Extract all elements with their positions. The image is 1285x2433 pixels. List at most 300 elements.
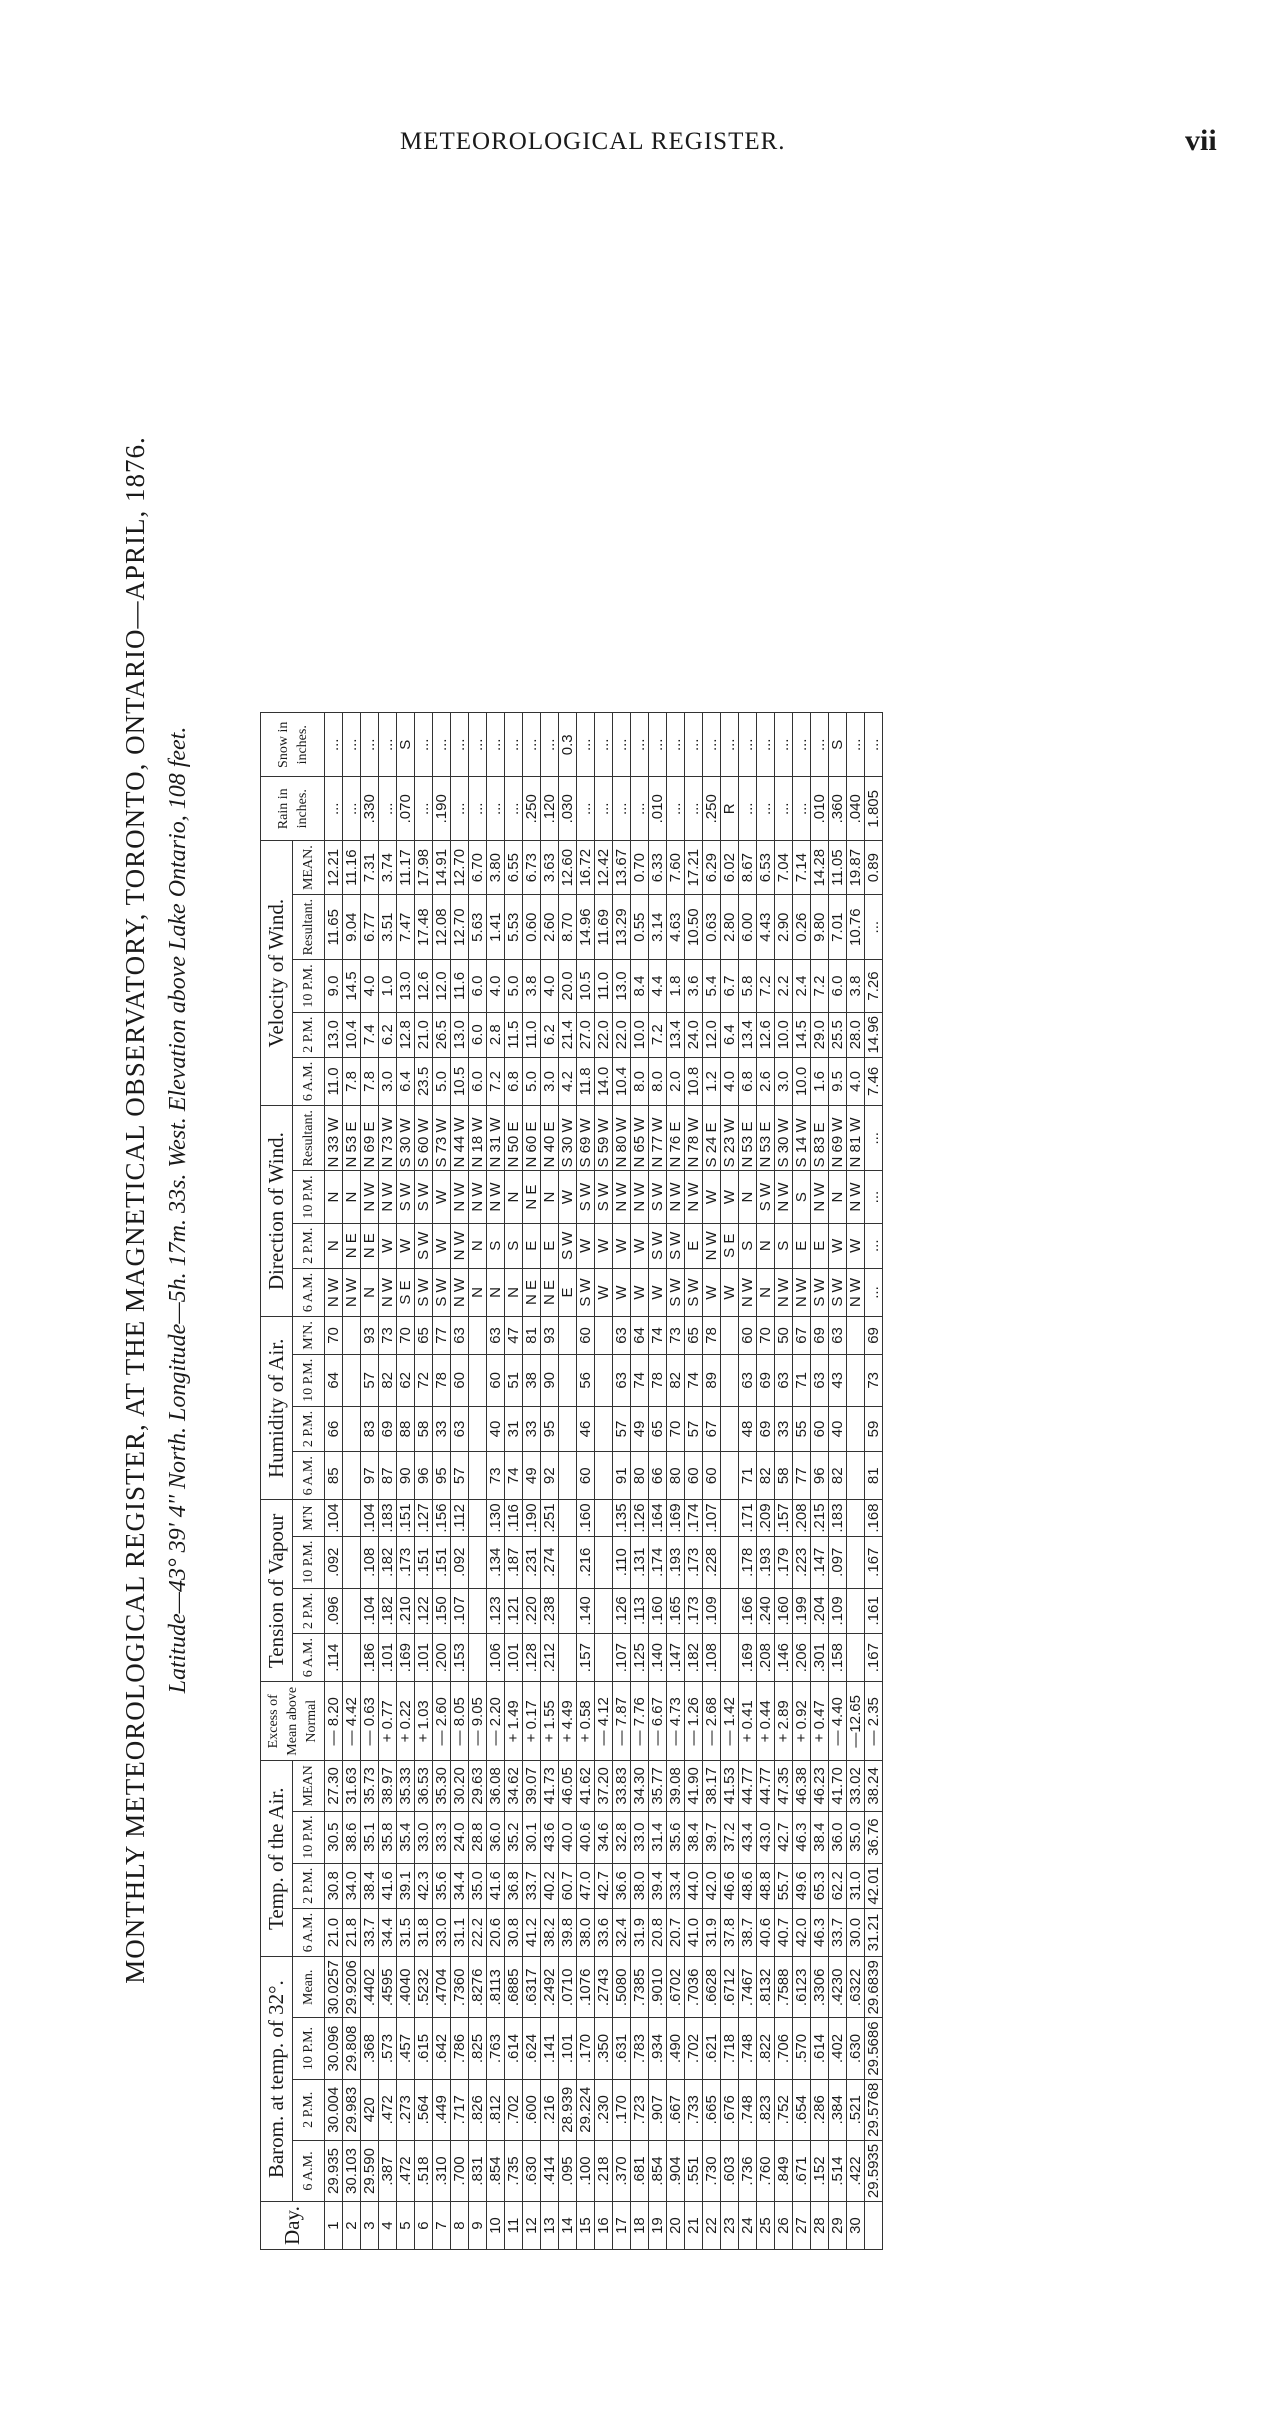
temp-10pm-cell: 40.0 xyxy=(559,1811,577,1863)
humidity-10pm-cell: 60 xyxy=(487,1354,505,1406)
humidity-6am-cell: 66 xyxy=(649,1452,667,1500)
velocity-resultant-cell: 5.53 xyxy=(505,895,523,960)
humidity-6am-cell: 91 xyxy=(613,1452,631,1500)
table-row xyxy=(415,713,433,2250)
barom-6am-cell: .370 xyxy=(613,2140,631,2201)
temp-10pm-cell: 35.2 xyxy=(505,1811,523,1863)
humidity-2pm-cell: 63 xyxy=(451,1406,469,1451)
velocity-2pm-cell: 13.4 xyxy=(739,1012,757,1057)
totals-row xyxy=(865,713,883,2250)
velocity-10pm-cell: 3.6 xyxy=(685,960,703,1012)
direction-10pm-total-cell: ... xyxy=(865,1171,883,1223)
humidity-mean-cell: 81 xyxy=(523,1317,541,1355)
excess-cell: + 2.89 xyxy=(775,1682,793,1761)
velocity-10pm-cell: 11.0 xyxy=(595,960,613,1012)
velocity-6am-cell: 7.8 xyxy=(361,1057,379,1105)
barom-2pm-cell: .384 xyxy=(829,2079,847,2140)
snow-cell: ... xyxy=(595,713,613,777)
barom-6am-cell: .152 xyxy=(811,2140,829,2201)
barom-6am-cell: .849 xyxy=(775,2140,793,2201)
temp-2pm-cell: 41.6 xyxy=(379,1863,397,1908)
direction-6am-cell: S W xyxy=(829,1268,847,1316)
direction-2pm-cell: N xyxy=(469,1223,487,1268)
direction-resultant-cell: N 44 W xyxy=(451,1106,469,1171)
tension-mean-cell: .160 xyxy=(577,1500,595,1536)
barom-mean-cell: .6317 xyxy=(523,1957,541,2018)
humidity-10pm-total-cell: 73 xyxy=(865,1354,883,1406)
velocity-6am-cell: 11.0 xyxy=(325,1057,343,1105)
tension-10pm-cell: .092 xyxy=(325,1536,343,1588)
velocity-resultant-cell: 9.04 xyxy=(343,895,361,960)
direction-2pm-cell: W xyxy=(433,1223,451,1268)
tension-2pm-cell: .220 xyxy=(523,1588,541,1633)
humidity-6am-cell: 85 xyxy=(325,1452,343,1500)
humidity-2pm-total-cell: 59 xyxy=(865,1406,883,1451)
velocity-mean-cell: 13.67 xyxy=(613,841,631,895)
barom-2pm-cell: .654 xyxy=(793,2079,811,2140)
direction-10pm-cell: N xyxy=(829,1171,847,1223)
temp-6am-cell: 33.0 xyxy=(433,1908,451,1956)
temp-6am-cell: 41.2 xyxy=(523,1908,541,1956)
wind-direction-header: Direction of Wind. xyxy=(261,1106,293,1317)
velocity-2pm-total-cell: 14.96 xyxy=(865,1012,883,1057)
humidity-6am-cell: 60 xyxy=(685,1452,703,1500)
velocity-mean-header: MEAN. xyxy=(293,841,325,895)
humidity-6am-cell xyxy=(469,1452,487,1500)
tension-10pm-cell xyxy=(469,1536,487,1588)
barom-10pm-cell: .170 xyxy=(577,2018,595,2079)
tension-6am-cell: .206 xyxy=(793,1633,811,1681)
barom-mean-cell: .6712 xyxy=(721,1957,739,2018)
temp-10pm-cell: 42.7 xyxy=(775,1811,793,1863)
velocity-10pm-cell: 5.8 xyxy=(739,960,757,1012)
temp-mean-cell: 36.08 xyxy=(487,1761,505,1811)
direction-2pm-cell: S W xyxy=(559,1223,577,1268)
humidity-10pm-cell: 62 xyxy=(397,1354,415,1406)
velocity-2pm-cell: 29.0 xyxy=(811,1012,829,1057)
tension-mean-cell: .157 xyxy=(775,1500,793,1536)
barom-2pm-cell: .748 xyxy=(739,2079,757,2140)
temp-6am-cell: 30.8 xyxy=(505,1908,523,1956)
temp-10pm-cell: 33.0 xyxy=(631,1811,649,1863)
temp-2pm-cell: 38.0 xyxy=(631,1863,649,1908)
temp-10pm-header: 10 P.M. xyxy=(293,1811,325,1863)
tension-10pm-cell: .228 xyxy=(703,1536,721,1588)
tension-2pm-cell: .173 xyxy=(685,1588,703,1633)
humidity-10pm-cell xyxy=(595,1354,613,1406)
direction-2pm-cell: W xyxy=(397,1223,415,1268)
humidity-10pm-cell: 78 xyxy=(433,1354,451,1406)
velocity-6am-cell: 6.8 xyxy=(739,1057,757,1105)
velocity-mean-cell: 11.05 xyxy=(829,841,847,895)
tension-10pm-total-cell: .167 xyxy=(865,1536,883,1588)
humidity-mean-cell: 50 xyxy=(775,1317,793,1355)
temp-2pm-cell: 55.7 xyxy=(775,1863,793,1908)
humidity-mean-cell xyxy=(343,1317,361,1355)
direction-6am-cell: N E xyxy=(523,1268,541,1316)
temp-6am-cell: 21.0 xyxy=(325,1908,343,1956)
humidity-2pm-cell xyxy=(595,1406,613,1451)
barom-6am-cell: .310 xyxy=(433,2140,451,2201)
temperature-header: Temp. of the Air. xyxy=(261,1761,293,1957)
direction-2pm-cell: S E xyxy=(721,1223,739,1268)
humidity-6am-cell: 95 xyxy=(433,1452,451,1500)
barom-2pm-cell: .752 xyxy=(775,2079,793,2140)
velocity-10pm-cell: 7.2 xyxy=(811,960,829,1012)
direction-10pm-cell: N W xyxy=(451,1171,469,1223)
rotated-register-sheet xyxy=(110,100,1180,2250)
barom-mean-cell: .8132 xyxy=(757,1957,775,2018)
barom-10pm-cell: .718 xyxy=(721,2018,739,2079)
velocity-resultant-cell: 1.41 xyxy=(487,895,505,960)
humidity-mean-cell: 74 xyxy=(649,1317,667,1355)
tension-6am-cell: .114 xyxy=(325,1633,343,1681)
rain-cell: ... xyxy=(685,777,703,841)
temp-2pm-cell: 65.3 xyxy=(811,1863,829,1908)
rain-cell: ... xyxy=(379,777,397,841)
temp-10pm-cell: 43.0 xyxy=(757,1811,775,1863)
humidity-2pm-cell: 33 xyxy=(433,1406,451,1451)
humidity-mean-cell: 63 xyxy=(829,1317,847,1355)
direction-6am-cell: N xyxy=(487,1268,505,1316)
group-header-row xyxy=(261,713,293,2250)
tension-10pm-cell: .178 xyxy=(739,1536,757,1588)
barom-2pm-cell: 420 xyxy=(361,2079,379,2140)
table-row xyxy=(433,713,451,2250)
velocity-mean-total-cell: 0.89 xyxy=(865,841,883,895)
table-row xyxy=(397,713,415,2250)
direction-6am-cell: N xyxy=(361,1268,379,1316)
velocity-6am-total-cell: 7.46 xyxy=(865,1057,883,1105)
velocity-2pm-cell: 7.2 xyxy=(649,1012,667,1057)
direction-10pm-cell: W xyxy=(703,1171,721,1223)
direction-2pm-cell: S xyxy=(775,1223,793,1268)
velocity-mean-cell: 12.21 xyxy=(325,841,343,895)
rain-cell: .030 xyxy=(559,777,577,841)
velocity-resultant-cell: 3.51 xyxy=(379,895,397,960)
temp-mean-cell: 33.83 xyxy=(613,1761,631,1811)
direction-6am-cell: N W xyxy=(379,1268,397,1316)
direction-6am-cell: W xyxy=(595,1268,613,1316)
velocity-resultant-cell: 0.63 xyxy=(703,895,721,960)
tension-mean-cell: .126 xyxy=(631,1500,649,1536)
velocity-mean-cell: 7.04 xyxy=(775,841,793,895)
velocity-2pm-cell: 26.5 xyxy=(433,1012,451,1057)
tension-10pm-cell: .231 xyxy=(523,1536,541,1588)
temp-6am-cell: 21.8 xyxy=(343,1908,361,1956)
register-title: MONTHLY METEOROLOGICAL REGISTER, AT THE MAGNETICAL OBSERVATORY, TORONTO, ONTARIO—APRIL, 1876. xyxy=(120,436,150,1984)
day-cell: 2 xyxy=(343,2202,361,2250)
humidity-2pm-cell: 49 xyxy=(631,1406,649,1451)
humidity-2pm-cell: 48 xyxy=(739,1406,757,1451)
tension-2pm-cell: .160 xyxy=(649,1588,667,1633)
table-body xyxy=(325,713,883,2250)
barom-6am-cell: 29.590 xyxy=(361,2140,379,2201)
barom-2pm-header: 2 P.M. xyxy=(293,2079,325,2140)
humidity-mean-cell xyxy=(469,1317,487,1355)
direction-6am-cell: W xyxy=(721,1268,739,1316)
barom-2pm-cell: .286 xyxy=(811,2079,829,2140)
humidity-2pm-cell xyxy=(847,1406,865,1451)
tension-6am-cell xyxy=(469,1633,487,1681)
temp-2pm-cell: 33.4 xyxy=(667,1863,685,1908)
temp-6am-cell: 38.2 xyxy=(541,1908,559,1956)
snow-header: Snow in inches. xyxy=(261,713,325,777)
temp-mean-cell: 35.77 xyxy=(649,1761,667,1811)
day-cell: 7 xyxy=(433,2202,451,2250)
direction-2pm-cell: S W xyxy=(649,1223,667,1268)
barom-mean-cell: .7036 xyxy=(685,1957,703,2018)
tension-6am-cell: .128 xyxy=(523,1633,541,1681)
tension-2pm-header: 2 P.M. xyxy=(293,1588,325,1633)
barom-mean-cell: .4595 xyxy=(379,1957,397,2018)
velocity-2pm-cell: 10.0 xyxy=(631,1012,649,1057)
humidity-6am-header: 6 A.M. xyxy=(293,1452,325,1500)
page-number: vii xyxy=(1185,124,1217,157)
snow-cell: ... xyxy=(631,713,649,777)
day-cell: 27 xyxy=(793,2202,811,2250)
velocity-10pm-cell: 2.2 xyxy=(775,960,793,1012)
temp-2pm-cell: 40.2 xyxy=(541,1863,559,1908)
tension-6am-cell: .182 xyxy=(685,1633,703,1681)
tension-10pm-cell: .174 xyxy=(649,1536,667,1588)
temp-2pm-cell: 42.7 xyxy=(595,1863,613,1908)
tension-2pm-cell xyxy=(559,1588,577,1633)
table-row xyxy=(775,713,793,2250)
snow-cell: ... xyxy=(469,713,487,777)
velocity-resultant-cell: 10.50 xyxy=(685,895,703,960)
temp-10pm-cell: 46.3 xyxy=(793,1811,811,1863)
velocity-10pm-cell: 8.4 xyxy=(631,960,649,1012)
day-total-cell xyxy=(865,2202,883,2250)
table-row xyxy=(541,713,559,2250)
velocity-6am-cell: 4.0 xyxy=(847,1057,865,1105)
barom-10pm-cell: .615 xyxy=(415,2018,433,2079)
temp-mean-cell: 44.77 xyxy=(739,1761,757,1811)
tension-6am-cell: .157 xyxy=(577,1633,595,1681)
temp-mean-cell: 39.08 xyxy=(667,1761,685,1811)
barom-mean-cell: .5232 xyxy=(415,1957,433,2018)
location-subtitle: Latitude—43° 39' 4'' North. Longitude—5h. 17m. 33s. West. Elevation above Lake Ontario, 108 feet. xyxy=(165,726,191,1694)
humidity-2pm-cell: 60 xyxy=(811,1406,829,1451)
barom-6am-cell: .700 xyxy=(451,2140,469,2201)
temp-2pm-cell: 31.0 xyxy=(847,1863,865,1908)
temp-mean-cell: 27.30 xyxy=(325,1761,343,1811)
temp-6am-cell: 33.7 xyxy=(361,1908,379,1956)
barom-6am-cell: .681 xyxy=(631,2140,649,2201)
tension-6am-cell: .169 xyxy=(397,1633,415,1681)
direction-6am-cell: E xyxy=(559,1268,577,1316)
velocity-2pm-cell: 12.0 xyxy=(703,1012,721,1057)
temp-6am-cell: 20.8 xyxy=(649,1908,667,1956)
temp-mean-cell: 38.97 xyxy=(379,1761,397,1811)
barom-2pm-cell: .823 xyxy=(757,2079,775,2140)
tension-2pm-cell: .122 xyxy=(415,1588,433,1633)
barom-2pm-cell: .564 xyxy=(415,2079,433,2140)
temp-6am-cell: 31.9 xyxy=(631,1908,649,1956)
velocity-10pm-cell: 12.0 xyxy=(433,960,451,1012)
temp-mean-cell: 39.07 xyxy=(523,1761,541,1811)
direction-resultant-cell: N 80 W xyxy=(613,1106,631,1171)
temp-10pm-cell: 36.0 xyxy=(829,1811,847,1863)
velocity-10pm-cell: 20.0 xyxy=(559,960,577,1012)
velocity-6am-cell: 3.0 xyxy=(541,1057,559,1105)
humidity-10pm-cell: 60 xyxy=(451,1354,469,1406)
excess-cell: + 4.49 xyxy=(559,1682,577,1761)
humidity-6am-cell: 77 xyxy=(793,1452,811,1500)
velocity-6am-cell: 8.0 xyxy=(649,1057,667,1105)
humidity-2pm-cell: 65 xyxy=(649,1406,667,1451)
direction-resultant-cell: N 40 E xyxy=(541,1106,559,1171)
barom-mean-cell: .8113 xyxy=(487,1957,505,2018)
barom-10pm-cell: .748 xyxy=(739,2018,757,2079)
direction-6am-cell: N W xyxy=(325,1268,343,1316)
running-title: METEOROLOGICAL REGISTER. xyxy=(400,128,786,155)
velocity-10pm-cell: 6.7 xyxy=(721,960,739,1012)
humidity-mean-cell: 69 xyxy=(811,1317,829,1355)
temp-2pm-cell: 48.8 xyxy=(757,1863,775,1908)
direction-10pm-cell: N W xyxy=(361,1171,379,1223)
snow-cell: ... xyxy=(685,713,703,777)
humidity-6am-cell: 73 xyxy=(487,1452,505,1500)
table-row xyxy=(793,713,811,2250)
humidity-6am-cell: 60 xyxy=(577,1452,595,1500)
temp-2pm-header: 2 P.M. xyxy=(293,1863,325,1908)
day-cell: 4 xyxy=(379,2202,397,2250)
direction-resultant-cell: S 69 W xyxy=(577,1106,595,1171)
tension-header: Tension of Vapour xyxy=(261,1500,293,1682)
tension-mean-cell: .183 xyxy=(829,1500,847,1536)
rain-cell: .010 xyxy=(649,777,667,841)
velocity-mean-cell: 6.02 xyxy=(721,841,739,895)
rain-cell: ... xyxy=(577,777,595,841)
humidity-6am-cell: 74 xyxy=(505,1452,523,1500)
tension-mean-cell: .130 xyxy=(487,1500,505,1536)
humidity-10pm-cell: 90 xyxy=(541,1354,559,1406)
humidity-6am-cell xyxy=(721,1452,739,1500)
table-row xyxy=(523,713,541,2250)
velocity-6am-header: 6 A.M. xyxy=(293,1057,325,1105)
humidity-mean-cell: 64 xyxy=(631,1317,649,1355)
velocity-resultant-cell: 4.43 xyxy=(757,895,775,960)
temp-6am-cell: 31.5 xyxy=(397,1908,415,1956)
barom-2pm-cell: 28.939 xyxy=(559,2079,577,2140)
barom-mean-cell: .7360 xyxy=(451,1957,469,2018)
barom-10pm-cell: .825 xyxy=(469,2018,487,2079)
direction-10pm-cell: N W xyxy=(667,1171,685,1223)
tension-2pm-cell: .104 xyxy=(361,1588,379,1633)
humidity-mean-cell: 73 xyxy=(379,1317,397,1355)
snow-cell: ... xyxy=(541,713,559,777)
snow-cell: ... xyxy=(343,713,361,777)
humidity-10pm-header: 10 P.M. xyxy=(293,1354,325,1406)
temp-mean-cell: 35.33 xyxy=(397,1761,415,1811)
humidity-6am-cell xyxy=(595,1452,613,1500)
snow-cell: ... xyxy=(757,713,775,777)
temp-10pm-cell: 28.8 xyxy=(469,1811,487,1863)
humidity-10pm-cell xyxy=(469,1354,487,1406)
humidity-10pm-cell: 71 xyxy=(793,1354,811,1406)
snow-cell: ... xyxy=(451,713,469,777)
temp-10pm-cell: 35.8 xyxy=(379,1811,397,1863)
direction-6am-cell: S E xyxy=(397,1268,415,1316)
velocity-2pm-cell: 14.5 xyxy=(793,1012,811,1057)
tension-10pm-cell: .193 xyxy=(757,1536,775,1588)
direction-10pm-cell: N W xyxy=(379,1171,397,1223)
day-cell: 14 xyxy=(559,2202,577,2250)
velocity-resultant-cell: 3.14 xyxy=(649,895,667,960)
tension-10pm-cell xyxy=(595,1536,613,1588)
temp-2pm-total-cell: 42.01 xyxy=(865,1863,883,1908)
day-cell: 26 xyxy=(775,2202,793,2250)
direction-resultant-cell: N 53 E xyxy=(757,1106,775,1171)
day-cell: 15 xyxy=(577,2202,595,2250)
tension-mean-total-cell: .168 xyxy=(865,1500,883,1536)
direction-6am-cell: W xyxy=(649,1268,667,1316)
tension-10pm-cell xyxy=(847,1536,865,1588)
barom-6am-cell: .904 xyxy=(667,2140,685,2201)
velocity-10pm-cell: 1.8 xyxy=(667,960,685,1012)
direction-2pm-cell: N W xyxy=(451,1223,469,1268)
direction-10pm-cell: S W xyxy=(415,1171,433,1223)
direction-6am-cell: S W xyxy=(811,1268,829,1316)
barom-mean-cell: .7588 xyxy=(775,1957,793,2018)
barom-10pm-cell: .642 xyxy=(433,2018,451,2079)
snow-cell: ... xyxy=(433,713,451,777)
title-block xyxy=(110,100,260,2250)
barometer-header: Barom. at temp. of 32°. xyxy=(261,1957,293,2202)
barom-2pm-cell: .216 xyxy=(541,2079,559,2140)
tension-mean-header: M'N xyxy=(293,1500,325,1536)
barom-6am-cell: .735 xyxy=(505,2140,523,2201)
temp-6am-cell: 31.9 xyxy=(703,1908,721,1956)
humidity-mean-header: M'N. xyxy=(293,1317,325,1355)
direction-10pm-cell: N W xyxy=(631,1171,649,1223)
temp-mean-cell: 41.53 xyxy=(721,1761,739,1811)
temp-6am-cell: 42.0 xyxy=(793,1908,811,1956)
rain-total-cell: 1.805 xyxy=(865,777,883,841)
table-row xyxy=(811,713,829,2250)
velocity-resultant-cell: 11.69 xyxy=(595,895,613,960)
humidity-6am-cell: 97 xyxy=(361,1452,379,1500)
velocity-6am-cell: 3.0 xyxy=(775,1057,793,1105)
humidity-6am-cell: 87 xyxy=(379,1452,397,1500)
snow-cell: ... xyxy=(847,713,865,777)
tension-mean-cell: .174 xyxy=(685,1500,703,1536)
tension-6am-cell: .301 xyxy=(811,1633,829,1681)
velocity-10pm-cell: 13.0 xyxy=(613,960,631,1012)
humidity-2pm-header: 2 P.M. xyxy=(293,1406,325,1451)
velocity-2pm-cell: 21.4 xyxy=(559,1012,577,1057)
tension-2pm-cell: .160 xyxy=(775,1588,793,1633)
snow-cell: ... xyxy=(505,713,523,777)
direction-resultant-cell: N 78 W xyxy=(685,1106,703,1171)
tension-mean-cell xyxy=(343,1500,361,1536)
tension-6am-cell: .158 xyxy=(829,1633,847,1681)
tension-mean-cell: .135 xyxy=(613,1500,631,1536)
tension-10pm-cell: .182 xyxy=(379,1536,397,1588)
humidity-6am-cell: 49 xyxy=(523,1452,541,1500)
barom-mean-cell: .6885 xyxy=(505,1957,523,2018)
temp-mean-cell: 31.63 xyxy=(343,1761,361,1811)
velocity-mean-cell: 6.55 xyxy=(505,841,523,895)
direction-6am-cell: S W xyxy=(667,1268,685,1316)
temp-10pm-cell: 31.4 xyxy=(649,1811,667,1863)
direction-resultant-cell: N 53 E xyxy=(343,1106,361,1171)
barom-mean-cell: .0710 xyxy=(559,1957,577,2018)
barom-6am-cell: 30.103 xyxy=(343,2140,361,2201)
rain-cell: .250 xyxy=(523,777,541,841)
